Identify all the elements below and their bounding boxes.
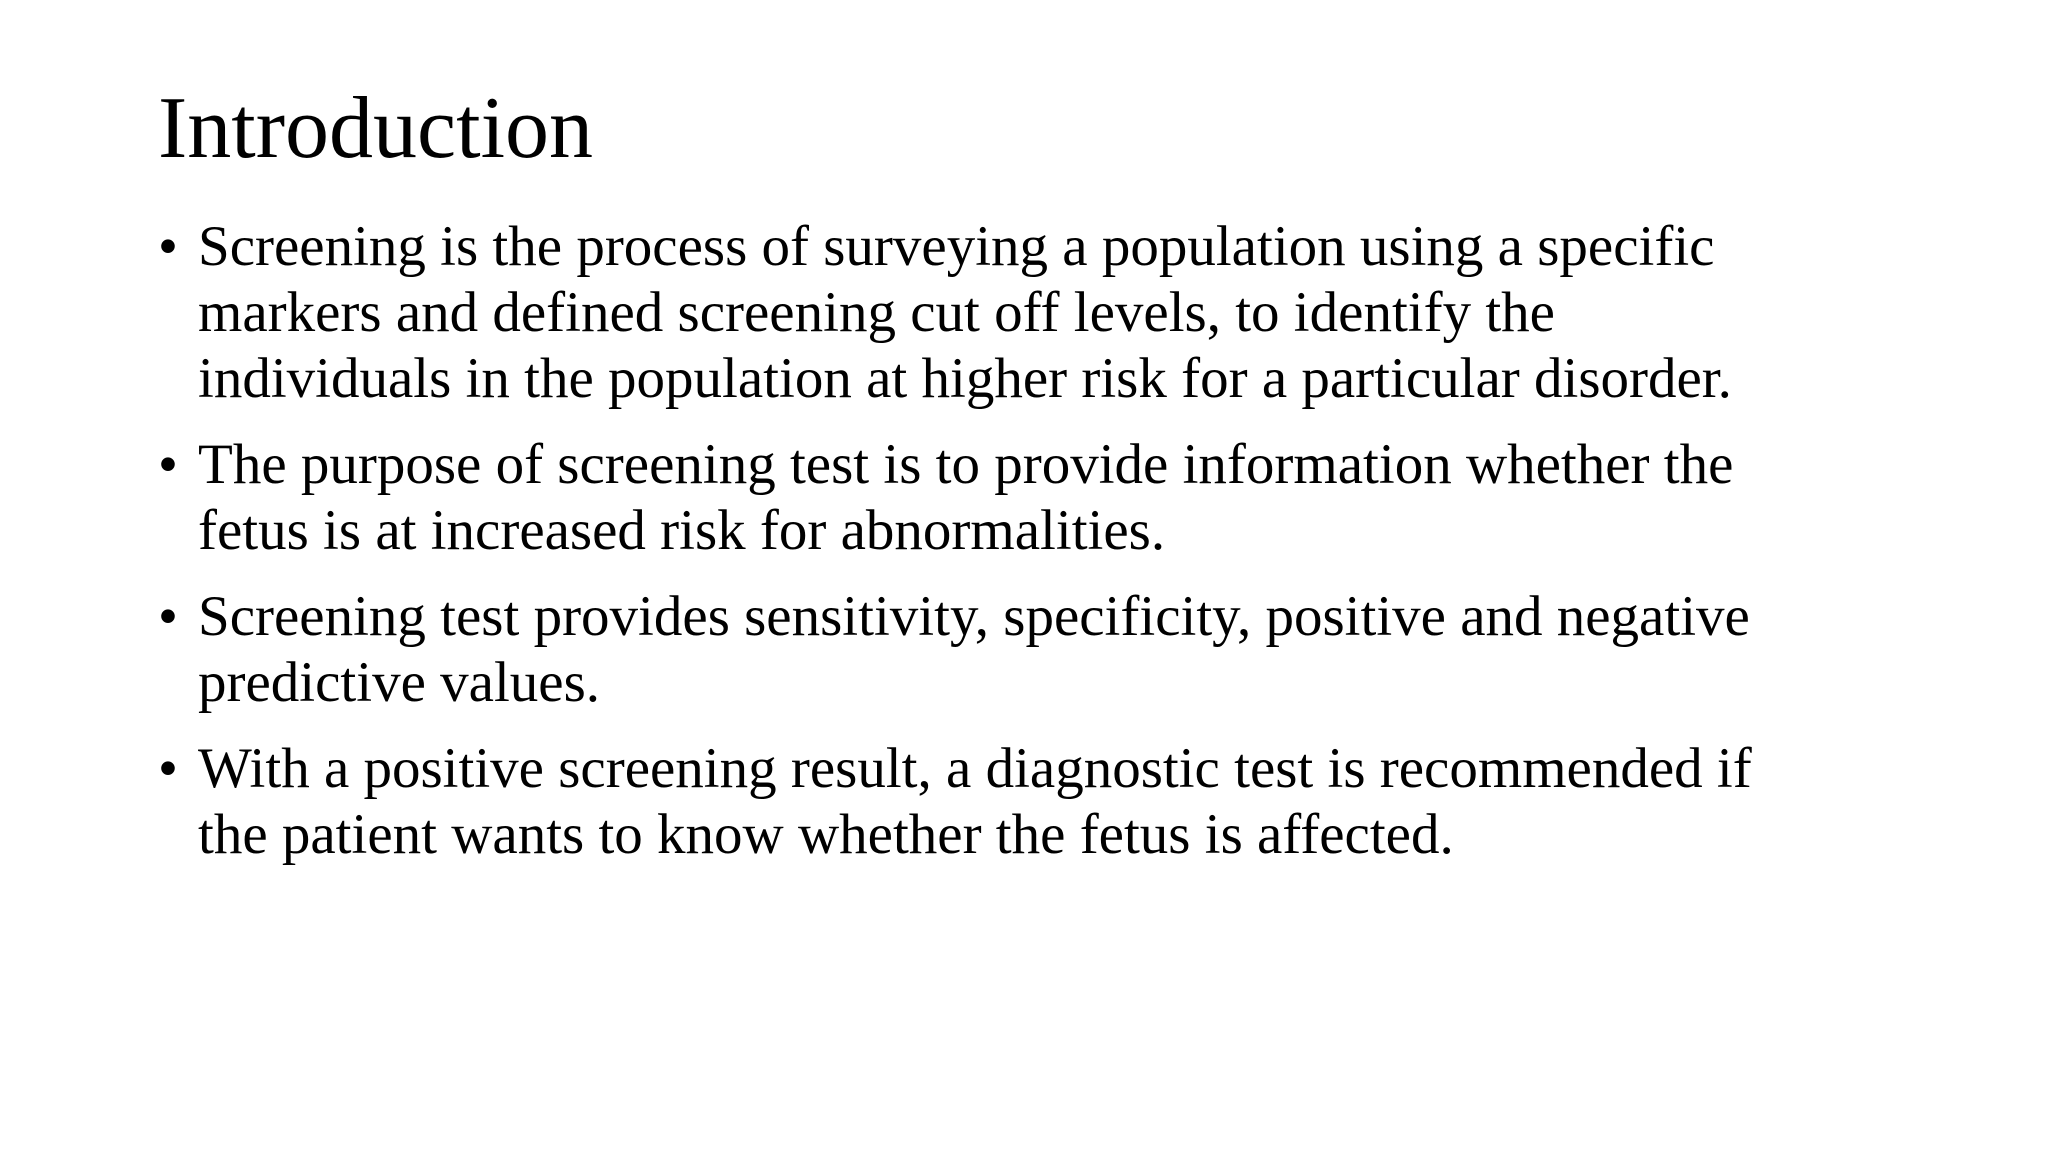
bullet-text: With a positive screening result, a diagnostic test is recommended if the patient wants to know whether the fetus is affected. xyxy=(198,737,1752,866)
bullet-item xyxy=(158,584,1878,716)
bullet-item xyxy=(158,214,1878,412)
bullet-list xyxy=(158,214,1878,888)
bullet-text: Screening test provides sensitivity, specificity, positive and negative predictive values. xyxy=(198,585,1750,714)
bullet-text: Screening is the process of surveying a population using a specific markers and defined screening cut off levels, to identify the individuals in the population at higher risk for a particular disorder. xyxy=(198,215,1732,410)
bullet-item xyxy=(158,432,1878,564)
bullet-item xyxy=(158,736,1878,868)
bullet-dot-icon: • xyxy=(158,433,178,496)
slide-title: Introduction xyxy=(158,80,594,177)
bullet-text: The purpose of screening test is to provide information whether the fetus is at increased risk for abnormalities. xyxy=(198,433,1734,562)
bullet-dot-icon: • xyxy=(158,215,178,278)
bullet-dot-icon: • xyxy=(158,737,178,800)
bullet-dot-icon: • xyxy=(158,585,178,648)
